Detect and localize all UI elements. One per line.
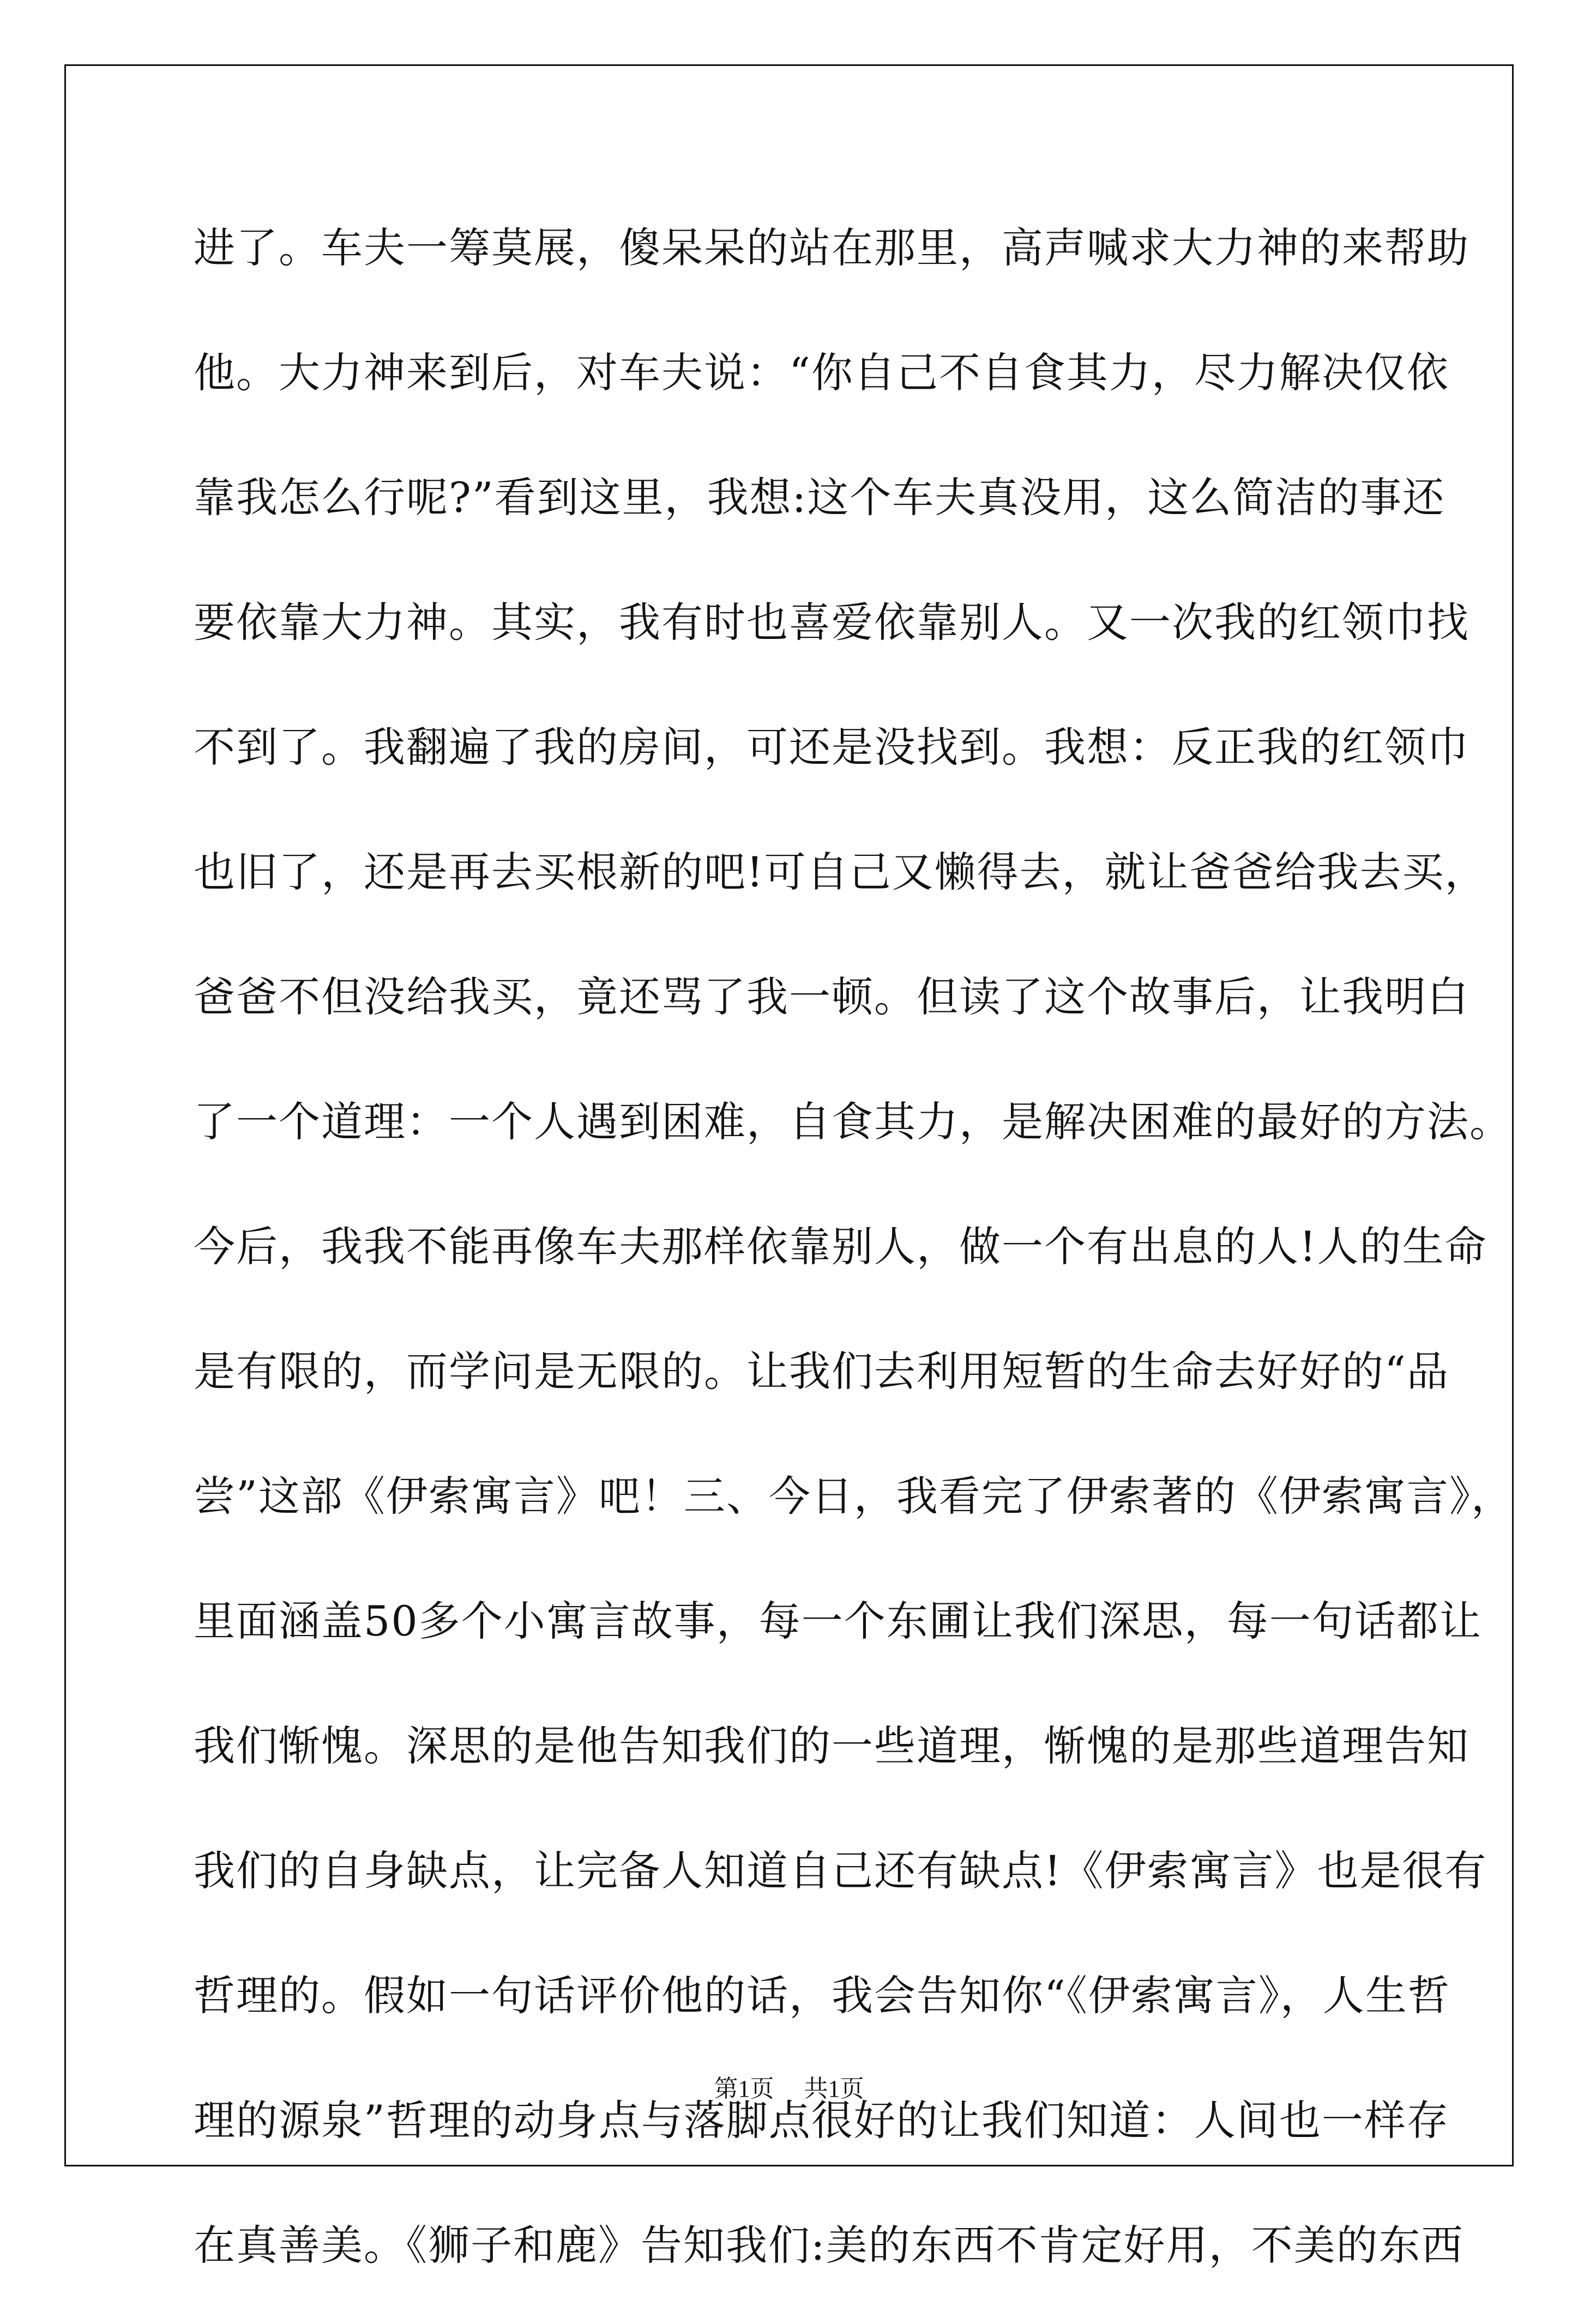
text-line: 尝”这部《伊索寓言》吧！三、今日，我看完了伊索著的《伊索寓言》， <box>194 1472 1514 1520</box>
text-line: 里面涵盖50多个小寓言故事，每一个东圃让我们深思，每一句话都让 <box>194 1597 1482 1645</box>
text-line: 要依靠大力神。其实，我有时也喜爱依靠别人。又一次我的红领巾找 <box>194 598 1469 647</box>
text-line: 他。大力神来到后，对车夫说：“你自己不自食其力，尽力解决仅依 <box>194 348 1449 397</box>
text-line: 不到了。我翻遍了我的房间，可还是没找到。我想：反正我的红领巾 <box>194 723 1469 771</box>
text-line: 是有限的，而学问是无限的。让我们去利用短暂的生命去好好的“品 <box>194 1347 1449 1396</box>
text-line: 爸爸不但没给我买，竟还骂了我一顿。但读了这个故事后，让我明白 <box>194 973 1469 1021</box>
page-footer <box>0 2069 1578 2104</box>
text-line: 也旧了，还是再去买根新的吧!可自己又懒得去，就让爸爸给我去买， <box>194 848 1487 896</box>
text-line: 了一个道理：一个人遇到困难，自食其力，是解决困难的最好的方法。 <box>194 1097 1512 1146</box>
text-line: 在真善美。《狮子和鹿》告知我们:美的东西不肯定好用，不美的东西 <box>194 2221 1464 2269</box>
text-line: 我们惭愧。深思的是他告知我们的一些道理，惭愧的是那些道理告知 <box>194 1722 1469 1770</box>
page-number: 第1页 <box>714 2075 774 2102</box>
text-line: 哲理的。假如一句话评价他的话，我会告知你“《伊索寓言》，人生哲 <box>194 1971 1450 2020</box>
text-line: 理的源泉”哲理的动身点与落脚点很好的让我们知道：人间也一样存 <box>194 2096 1449 2145</box>
text-line: 进了。车夫一筹莫展，傻呆呆的站在那里，高声喊求大力神的来帮助 <box>194 224 1469 272</box>
text-line: 靠我怎么行呢?”看到这里，我想:这个车夫真没用，这么简洁的事还 <box>194 473 1446 522</box>
page-total: 共1页 <box>804 2075 864 2102</box>
body-text <box>194 202 1514 2324</box>
text-line: 今后，我我不能再像车夫那样依靠别人，做一个有出息的人!人的生命 <box>194 1222 1487 1271</box>
text-line: 我们的自身缺点，让完备人知道自己还有缺点!《伊索寓言》也是很有 <box>194 1846 1487 1895</box>
